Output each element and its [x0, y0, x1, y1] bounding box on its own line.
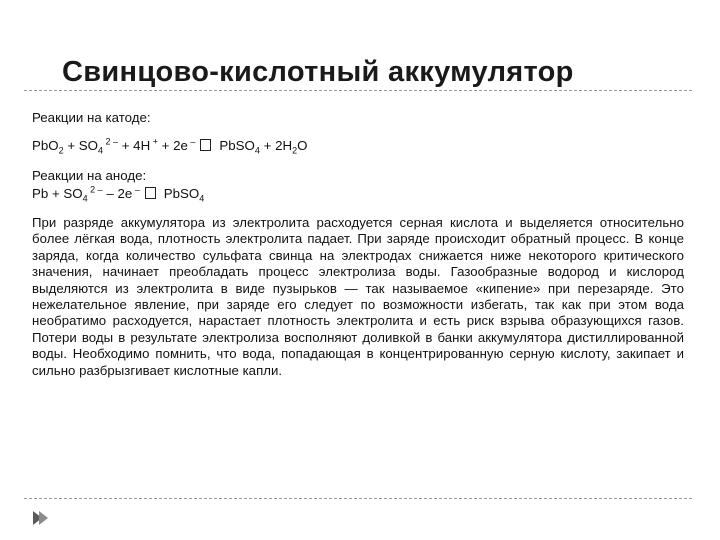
eq-text: PbSO — [163, 186, 200, 201]
footer-divider — [24, 498, 692, 499]
eq-text: O — [297, 138, 308, 153]
slide-title: Свинцово-кислотный аккумулятор — [62, 56, 574, 88]
cathode-label: Реакции на катоде: — [32, 110, 151, 125]
eq-text: – 2e — [102, 186, 133, 201]
eq-superscript: 2 – — [103, 136, 119, 147]
eq-text: + 2H — [259, 138, 293, 153]
eq-subscript: 2 — [58, 145, 64, 156]
body-paragraph: При разряде аккумулятора из электролита расходуется серная кислота и выделяется относительно более лёгкая вода, плотность электролита падает. При заряде происходит обратный процесс. В конце заряда, когда количество сульфата свинца на электродах снижается ниже некоторого критического значения, начинает преобладать процесс электролиза воды. Газообразные водород и кислород выделяются из электролита в виде пузырьков — так называемое «кипение» при перезаряде. Это нежелательное явление, при заряде его следует по возможности избегать, так как при этом вода необратимо расходуется, нарастает плотность электролита и есть риск взрыва образующихся газов. Потери воды в результате электролиза восполняют доливкой в банки аккумулятора дистиллированной воды. Необходимо помнить, что вода, попадающая в концентрированную серную кислоту, закипает и сильно разбрызгивает кислотные капли. — [32, 215, 684, 378]
eq-superscript: – — [132, 184, 140, 195]
anode-equation — [32, 185, 684, 203]
eq-superscript: + — [150, 136, 158, 147]
eq-subscript: 4 — [199, 193, 205, 204]
eq-subscript: 4 — [82, 193, 88, 204]
missing-arrow-glyph-icon — [145, 187, 156, 199]
missing-arrow-glyph-icon — [200, 139, 211, 151]
title-divider — [24, 90, 692, 91]
eq-superscript: – — [187, 136, 196, 147]
eq-subscript: 2 — [292, 145, 298, 156]
eq-superscript: 2 – — [87, 184, 103, 195]
eq-text: PbSO — [219, 138, 255, 153]
slide-nav-arrow-icon — [30, 508, 52, 528]
eq-text: Pb + SO — [32, 186, 83, 201]
eq-text: Pb — [32, 138, 49, 153]
eq-subscript: 4 — [98, 145, 104, 156]
eq-text: O — [48, 138, 59, 153]
eq-text: + SO — [63, 138, 98, 153]
eq-text: + 4H — [118, 138, 151, 153]
slide-content — [32, 109, 684, 379]
eq-text: + 2e — [157, 138, 188, 153]
eq-subscript: 4 — [254, 145, 260, 156]
anode-label: Реакции на аноде: — [32, 168, 147, 183]
cathode-equation — [32, 137, 684, 155]
